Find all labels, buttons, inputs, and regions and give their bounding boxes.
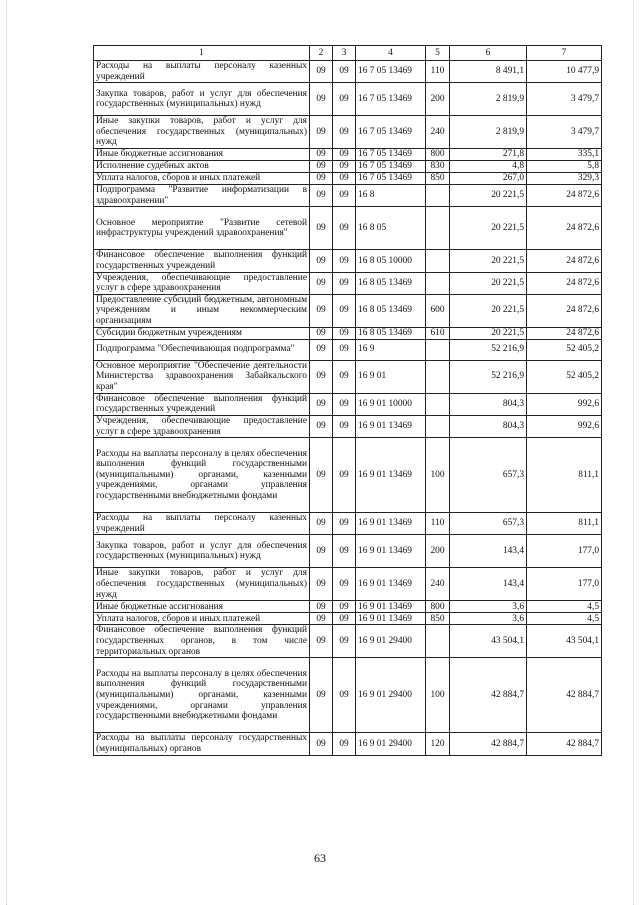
table-row <box>94 272 602 294</box>
expense-name-cell: Учреждения, обеспечивающие предоставление услуг в сфере здравоохранения <box>94 415 310 437</box>
amount-year-2-cell: 5,8 <box>527 161 602 173</box>
expense-type-cell: 850 <box>426 173 450 185</box>
amount-year-2-cell: 811,1 <box>527 513 602 535</box>
target-article-cell: 16 9 01 <box>356 360 426 393</box>
header-cell: 3 <box>333 46 356 61</box>
table-row <box>94 733 602 755</box>
amount-year-1-cell: 2 819,9 <box>450 83 527 116</box>
section-code-cell: 09 <box>310 149 333 161</box>
expense-name-cell: Иные бюджетные ассигнования <box>94 601 310 613</box>
section-code-cell: 09 <box>310 535 333 568</box>
section-code-cell: 09 <box>310 294 333 327</box>
table-row <box>94 185 602 207</box>
table-row <box>94 568 602 601</box>
amount-year-2-cell: 3 479,7 <box>527 83 602 116</box>
expense-type-cell <box>426 625 450 658</box>
amount-year-2-cell: 24 872,6 <box>527 327 602 339</box>
target-article-cell: 16 8 05 13469 <box>356 327 426 339</box>
section-code-cell: 09 <box>310 613 333 625</box>
target-article-cell: 16 9 01 13469 <box>356 601 426 613</box>
amount-year-1-cell: 20 221,5 <box>450 327 527 339</box>
amount-year-2-cell: 10 477,9 <box>527 61 602 83</box>
target-article-cell: 16 7 05 13469 <box>356 61 426 83</box>
amount-year-1-cell: 52 216,9 <box>450 360 527 393</box>
amount-year-2-cell: 4,5 <box>527 601 602 613</box>
expense-name-cell: Иные бюджетные ассигнования <box>94 149 310 161</box>
table-row <box>94 161 602 173</box>
target-article-cell: 16 8 05 <box>356 207 426 250</box>
section-code-cell: 09 <box>310 173 333 185</box>
expense-type-cell: 610 <box>426 327 450 339</box>
section-code-cell: 09 <box>310 568 333 601</box>
amount-year-2-cell: 24 872,6 <box>527 207 602 250</box>
expense-name-cell: Иные закупки товаров, работ и услуг для обеспечения государственных (муниципальных) нужд <box>94 568 310 601</box>
amount-year-2-cell: 52 405,2 <box>527 339 602 360</box>
target-article-cell: 16 9 01 13469 <box>356 568 426 601</box>
target-article-cell: 16 7 05 13469 <box>356 83 426 116</box>
expense-type-cell: 110 <box>426 61 450 83</box>
amount-year-1-cell: 3,6 <box>450 613 527 625</box>
table-row <box>94 601 602 613</box>
amount-year-1-cell: 657,3 <box>450 438 527 513</box>
expense-name-cell: Расходы на выплаты персоналу казенных учреждений <box>94 513 310 535</box>
section-code-cell: 09 <box>310 513 333 535</box>
subsection-code-cell: 09 <box>333 733 356 755</box>
subsection-code-cell: 09 <box>333 658 356 733</box>
expense-type-cell: 240 <box>426 568 450 601</box>
table-row <box>94 658 602 733</box>
table-row <box>94 535 602 568</box>
expense-type-cell: 800 <box>426 601 450 613</box>
table-row <box>94 116 602 149</box>
table-row <box>94 61 602 83</box>
page-number: 63 <box>314 851 326 865</box>
amount-year-2-cell: 329,3 <box>527 173 602 185</box>
subsection-code-cell: 09 <box>333 161 356 173</box>
amount-year-2-cell: 42 884,7 <box>527 733 602 755</box>
table-row <box>94 250 602 272</box>
section-code-cell: 09 <box>310 393 333 415</box>
table-row <box>94 393 602 415</box>
section-code-cell: 09 <box>310 61 333 83</box>
section-code-cell: 09 <box>310 116 333 149</box>
amount-year-2-cell: 24 872,6 <box>527 250 602 272</box>
table-row <box>94 207 602 250</box>
section-code-cell: 09 <box>310 360 333 393</box>
target-article-cell: 16 9 01 13469 <box>356 513 426 535</box>
target-article-cell: 16 8 05 13469 <box>356 294 426 327</box>
header-cell: 6 <box>450 46 527 61</box>
expense-type-cell: 240 <box>426 116 450 149</box>
amount-year-2-cell: 3 479,7 <box>527 116 602 149</box>
expense-type-cell: 600 <box>426 294 450 327</box>
table-row <box>94 83 602 116</box>
section-code-cell: 09 <box>310 327 333 339</box>
target-article-cell: 16 9 01 29400 <box>356 733 426 755</box>
expense-type-cell <box>426 250 450 272</box>
table-row <box>94 625 602 658</box>
table-row <box>94 173 602 185</box>
expense-name-cell: Предоставление субсидий бюджетным, автономным учреждениям и иным некоммерческим организациям <box>94 294 310 327</box>
section-code-cell: 09 <box>310 733 333 755</box>
expense-name-cell: Финансовое обеспечение выполнения функций государственных учреждений <box>94 250 310 272</box>
amount-year-2-cell: 335,1 <box>527 149 602 161</box>
expense-type-cell <box>426 360 450 393</box>
header-cell: 4 <box>356 46 426 61</box>
amount-year-2-cell: 24 872,6 <box>527 272 602 294</box>
target-article-cell: 16 8 05 10000 <box>356 250 426 272</box>
table-row <box>94 613 602 625</box>
subsection-code-cell: 09 <box>333 327 356 339</box>
target-article-cell: 16 9 01 29400 <box>356 625 426 658</box>
section-code-cell: 09 <box>310 272 333 294</box>
amount-year-2-cell: 24 872,6 <box>527 294 602 327</box>
amount-year-2-cell: 177,0 <box>527 535 602 568</box>
subsection-code-cell: 09 <box>333 207 356 250</box>
expense-name-cell: Иные закупки товаров, работ и услуг для обеспечения государственных (муниципальных) нужд <box>94 116 310 149</box>
subsection-code-cell: 09 <box>333 360 356 393</box>
section-code-cell: 09 <box>310 161 333 173</box>
subsection-code-cell: 09 <box>333 393 356 415</box>
amount-year-2-cell: 992,6 <box>527 393 602 415</box>
subsection-code-cell: 09 <box>333 294 356 327</box>
table-body <box>94 46 602 756</box>
header-cell: 5 <box>426 46 450 61</box>
amount-year-1-cell: 804,3 <box>450 415 527 437</box>
amount-year-2-cell: 992,6 <box>527 415 602 437</box>
expense-name-cell: Уплата налогов, сборов и иных платежей <box>94 173 310 185</box>
target-article-cell: 16 9 01 13469 <box>356 535 426 568</box>
expense-type-cell: 100 <box>426 438 450 513</box>
expense-type-cell: 830 <box>426 161 450 173</box>
amount-year-1-cell: 804,3 <box>450 393 527 415</box>
expense-type-cell <box>426 339 450 360</box>
section-code-cell: 09 <box>310 658 333 733</box>
header-cell: 1 <box>94 46 310 61</box>
expense-type-cell: 850 <box>426 613 450 625</box>
expense-name-cell: Финансовое обеспечение выполнения функций государственных учреждений <box>94 393 310 415</box>
subsection-code-cell: 09 <box>333 438 356 513</box>
page-edge-left <box>6 0 7 905</box>
expense-type-cell: 120 <box>426 733 450 755</box>
amount-year-1-cell: 20 221,5 <box>450 250 527 272</box>
amount-year-1-cell: 20 221,5 <box>450 294 527 327</box>
target-article-cell: 16 7 05 13469 <box>356 173 426 185</box>
amount-year-2-cell: 52 405,2 <box>527 360 602 393</box>
subsection-code-cell: 09 <box>333 339 356 360</box>
subsection-code-cell: 09 <box>333 625 356 658</box>
amount-year-1-cell: 271,8 <box>450 149 527 161</box>
subsection-code-cell: 09 <box>333 116 356 149</box>
table-row <box>94 339 602 360</box>
amount-year-1-cell: 267,0 <box>450 173 527 185</box>
subsection-code-cell: 09 <box>333 513 356 535</box>
amount-year-1-cell: 143,4 <box>450 535 527 568</box>
amount-year-1-cell: 52 216,9 <box>450 339 527 360</box>
subsection-code-cell: 09 <box>333 250 356 272</box>
subsection-code-cell: 09 <box>333 83 356 116</box>
table-row <box>94 438 602 513</box>
target-article-cell: 16 9 <box>356 339 426 360</box>
expense-type-cell: 800 <box>426 149 450 161</box>
table-row <box>94 415 602 437</box>
section-code-cell: 09 <box>310 185 333 207</box>
amount-year-1-cell: 20 221,5 <box>450 185 527 207</box>
amount-year-1-cell: 2 819,9 <box>450 116 527 149</box>
subsection-code-cell: 09 <box>333 149 356 161</box>
table-row <box>94 513 602 535</box>
target-article-cell: 16 9 01 29400 <box>356 658 426 733</box>
subsection-code-cell: 09 <box>333 173 356 185</box>
section-code-cell: 09 <box>310 415 333 437</box>
amount-year-2-cell: 43 504,1 <box>527 625 602 658</box>
expense-name-cell: Расходы на выплаты персоналу в целях обеспечения выполнения функций государственными (муниципальными) органами, казенными учреждениями, органами управления государственными внебюджетными фондами <box>94 658 310 733</box>
table-header-row <box>94 46 602 61</box>
expense-name-cell: Субсидии бюджетным учреждениям <box>94 327 310 339</box>
target-article-cell: 16 7 05 13469 <box>356 116 426 149</box>
subsection-code-cell: 09 <box>333 601 356 613</box>
section-code-cell: 09 <box>310 438 333 513</box>
subsection-code-cell: 09 <box>333 535 356 568</box>
budget-table <box>93 45 602 756</box>
expense-name-cell: Подпрограмма "Развитие информатизации в здравоохранении" <box>94 185 310 207</box>
amount-year-1-cell: 42 884,7 <box>450 658 527 733</box>
table-row <box>94 294 602 327</box>
amount-year-1-cell: 4,8 <box>450 161 527 173</box>
expense-name-cell: Расходы на выплаты персоналу в целях обеспечения выполнения функций государственными (муниципальными) органами, казенными учреждениями, органами управления государственными внебюджетными фондами <box>94 438 310 513</box>
header-cell: 7 <box>527 46 602 61</box>
amount-year-2-cell: 177,0 <box>527 568 602 601</box>
expense-type-cell <box>426 207 450 250</box>
section-code-cell: 09 <box>310 625 333 658</box>
amount-year-2-cell: 42 884,7 <box>527 658 602 733</box>
expense-name-cell: Расходы на выплаты персоналу государственных (муниципальных) органов <box>94 733 310 755</box>
target-article-cell: 16 9 01 13469 <box>356 613 426 625</box>
expense-name-cell: Подпрограмма "Обеспечивающая подпрограмма" <box>94 339 310 360</box>
section-code-cell: 09 <box>310 601 333 613</box>
expense-type-cell <box>426 393 450 415</box>
amount-year-2-cell: 4,5 <box>527 613 602 625</box>
subsection-code-cell: 09 <box>333 613 356 625</box>
subsection-code-cell: 09 <box>333 568 356 601</box>
expense-name-cell: Исполнение судебных актов <box>94 161 310 173</box>
expense-type-cell: 200 <box>426 83 450 116</box>
expense-name-cell: Закупка товаров, работ и услуг для обеспечения государственных (муниципальных) нужд <box>94 535 310 568</box>
expense-name-cell: Финансовое обеспечение выполнения функций государственных органов, в том числе территориальных органов <box>94 625 310 658</box>
page-edge-right <box>633 0 634 905</box>
amount-year-1-cell: 42 884,7 <box>450 733 527 755</box>
expense-name-cell: Закупка товаров, работ и услуг для обеспечения государственных (муниципальных) нужд <box>94 83 310 116</box>
subsection-code-cell: 09 <box>333 272 356 294</box>
section-code-cell: 09 <box>310 83 333 116</box>
target-article-cell: 16 8 <box>356 185 426 207</box>
target-article-cell: 16 7 05 13469 <box>356 161 426 173</box>
amount-year-1-cell: 3,6 <box>450 601 527 613</box>
expense-name-cell: Расходы на выплаты персоналу казенных учреждений <box>94 61 310 83</box>
table-row <box>94 149 602 161</box>
expense-type-cell: 200 <box>426 535 450 568</box>
expense-type-cell <box>426 185 450 207</box>
amount-year-1-cell: 143,4 <box>450 568 527 601</box>
amount-year-2-cell: 811,1 <box>527 438 602 513</box>
expense-type-cell: 100 <box>426 658 450 733</box>
expense-name-cell: Учреждения, обеспечивающие предоставление услуг в сфере здравоохранения <box>94 272 310 294</box>
target-article-cell: 16 9 01 13469 <box>356 415 426 437</box>
subsection-code-cell: 09 <box>333 185 356 207</box>
amount-year-1-cell: 43 504,1 <box>450 625 527 658</box>
section-code-cell: 09 <box>310 207 333 250</box>
amount-year-1-cell: 20 221,5 <box>450 272 527 294</box>
amount-year-1-cell: 657,3 <box>450 513 527 535</box>
target-article-cell: 16 8 05 13469 <box>356 272 426 294</box>
section-code-cell: 09 <box>310 250 333 272</box>
target-article-cell: 16 9 01 10000 <box>356 393 426 415</box>
amount-year-1-cell: 8 491,1 <box>450 61 527 83</box>
subsection-code-cell: 09 <box>333 415 356 437</box>
target-article-cell: 16 7 05 13469 <box>356 149 426 161</box>
expense-type-cell: 110 <box>426 513 450 535</box>
subsection-code-cell: 09 <box>333 61 356 83</box>
expense-name-cell: Основное мероприятие "Обеспечение деятельности Министерства здравоохранения Забайкальского края" <box>94 360 310 393</box>
expense-name-cell: Уплата налогов, сборов и иных платежей <box>94 613 310 625</box>
amount-year-2-cell: 24 872,6 <box>527 185 602 207</box>
expense-type-cell <box>426 272 450 294</box>
header-cell: 2 <box>310 46 333 61</box>
target-article-cell: 16 9 01 13469 <box>356 438 426 513</box>
expense-name-cell: Основное мероприятие "Развитие сетевой инфраструктуры учреждений здравоохранения" <box>94 207 310 250</box>
table-row <box>94 327 602 339</box>
section-code-cell: 09 <box>310 339 333 360</box>
table-row <box>94 360 602 393</box>
expense-type-cell <box>426 415 450 437</box>
amount-year-1-cell: 20 221,5 <box>450 207 527 250</box>
